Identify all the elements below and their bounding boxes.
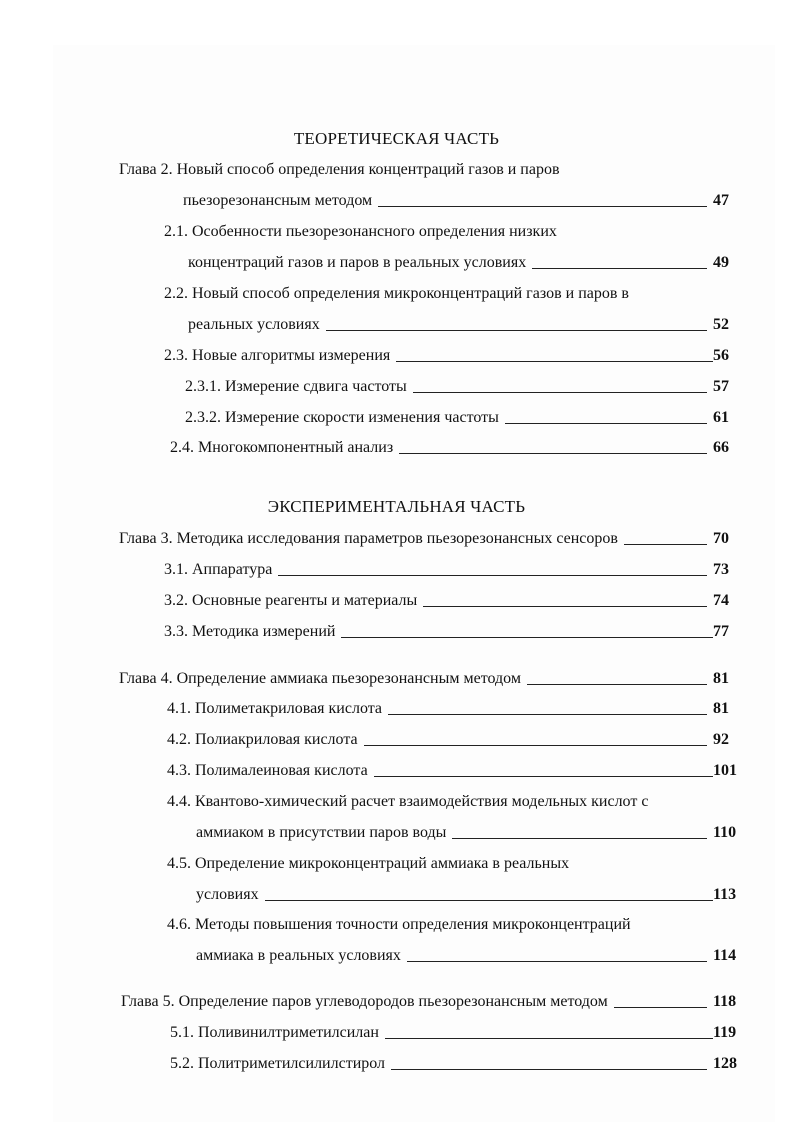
page-number: 92 bbox=[713, 731, 729, 748]
leader-line bbox=[532, 267, 707, 269]
toc-chapter-4[interactable]: Глава 4. Определение аммиака пьезорезонансным методом 81 bbox=[119, 669, 743, 689]
toc-2-2-line1: 2.2. Новый способ определения микроконцентраций газов и паров в bbox=[164, 285, 629, 302]
toc-chapter-2[interactable]: пьезорезонансным методом 47 bbox=[183, 191, 743, 211]
toc-3-1[interactable]: 3.1. Аппаратура 73 bbox=[164, 560, 743, 580]
page-number: 128 bbox=[713, 1055, 737, 1072]
toc-4-4-line1: 4.4. Квантово-химический расчет взаимодействия модельных кислот с bbox=[167, 793, 649, 810]
toc-2-3[interactable]: 2.3. Новые алгоритмы измерения 56 bbox=[164, 346, 743, 366]
toc-3-3[interactable]: 3.3. Методика измерений 77 bbox=[164, 622, 743, 642]
toc-3-2[interactable]: 3.2. Основные реагенты и материалы 74 bbox=[164, 591, 743, 611]
section-heading-experimental: ЭКСПЕРИМЕНТАЛЬНАЯ ЧАСТЬ bbox=[267, 497, 526, 516]
toc-4-6-line1: 4.6. Методы повышения точности определения микроконцентраций bbox=[167, 916, 631, 933]
page-number: 66 bbox=[713, 439, 729, 456]
leader-line bbox=[423, 605, 707, 607]
leader-line bbox=[364, 744, 707, 746]
page-number: 61 bbox=[713, 409, 729, 426]
page-number: 110 bbox=[713, 824, 737, 841]
leader-line bbox=[396, 360, 713, 362]
leader-line bbox=[624, 543, 707, 545]
page-number: 70 bbox=[713, 530, 729, 547]
leader-line bbox=[326, 329, 707, 331]
page-number: 114 bbox=[713, 947, 737, 964]
page-number: 119 bbox=[713, 1024, 737, 1041]
toc-chapter-5[interactable]: Глава 5. Определение паров углеводородов пьезорезонансным методом 118 bbox=[121, 992, 743, 1012]
leader-line bbox=[388, 713, 707, 715]
page-number: 74 bbox=[713, 592, 729, 609]
page-number: 81 bbox=[713, 670, 729, 687]
leader-line bbox=[452, 837, 707, 839]
page-number: 52 bbox=[713, 316, 729, 333]
page-number: 113 bbox=[713, 886, 737, 903]
toc-2-4[interactable]: 2.4. Многокомпонентный анализ 66 bbox=[170, 438, 743, 458]
toc-4-2[interactable]: 4.2. Полиакриловая кислота 92 bbox=[167, 730, 743, 750]
leader-line bbox=[614, 1006, 707, 1008]
page-number: 73 bbox=[713, 561, 729, 578]
page-number: 47 bbox=[713, 192, 729, 209]
leader-line bbox=[505, 422, 707, 424]
toc-2-3-2[interactable]: 2.3.2. Измерение скорости изменения частоты 61 bbox=[185, 408, 743, 428]
leader-line bbox=[341, 636, 713, 638]
leader-line bbox=[265, 899, 713, 901]
toc-chapter-3[interactable]: Глава 3. Методика исследования параметров пьезорезонансных сенсоров 70 bbox=[119, 529, 743, 549]
leader-line bbox=[391, 1068, 707, 1070]
toc-4-1[interactable]: 4.1. Полиметакриловая кислота 81 bbox=[167, 699, 743, 719]
page-number: 49 bbox=[713, 254, 729, 271]
page-number: 118 bbox=[713, 993, 737, 1010]
leader-line bbox=[399, 452, 707, 454]
leader-line bbox=[413, 391, 707, 393]
toc-chapter-2-line1: Глава 2. Новый способ определения концентраций газов и паров bbox=[119, 161, 560, 178]
toc-2-1-line1: 2.1. Особенности пьезорезонансного определения низких bbox=[164, 223, 557, 240]
page-number: 57 bbox=[713, 378, 729, 395]
page-number: 81 bbox=[713, 700, 729, 717]
toc-4-5[interactable]: условиях 113 bbox=[196, 885, 743, 905]
toc-5-1[interactable]: 5.1. Поливинилтриметилсилан 119 bbox=[170, 1023, 743, 1043]
toc-2-3-1[interactable]: 2.3.1. Измерение сдвига частоты 57 bbox=[185, 377, 743, 397]
page-number: 56 bbox=[713, 347, 729, 364]
leader-line bbox=[278, 574, 707, 576]
toc-4-3[interactable]: 4.3. Полималеиновая кислота 101 bbox=[167, 761, 743, 781]
section-heading-theoretical: ТЕОРЕТИЧЕСКАЯ ЧАСТЬ bbox=[293, 129, 500, 148]
leader-line bbox=[374, 775, 713, 777]
leader-line bbox=[385, 1037, 713, 1039]
toc-4-5-line1: 4.5. Определение микроконцентраций аммиака в реальных bbox=[167, 855, 570, 872]
leader-line bbox=[527, 683, 707, 685]
page-number: 77 bbox=[713, 623, 729, 640]
toc-2-1[interactable]: концентраций газов и паров в реальных условиях 49 bbox=[188, 253, 743, 273]
leader-line bbox=[407, 960, 707, 962]
toc-4-6[interactable]: аммиака в реальных условиях 114 bbox=[196, 946, 743, 966]
toc-2-2[interactable]: реальных условиях 52 bbox=[188, 315, 743, 335]
page-number: 101 bbox=[713, 762, 737, 779]
leader-line bbox=[378, 205, 707, 207]
toc-5-2[interactable]: 5.2. Политриметилсилилстирол 128 bbox=[170, 1054, 743, 1074]
toc-4-4[interactable]: аммиаком в присутствии паров воды 110 bbox=[196, 823, 743, 843]
